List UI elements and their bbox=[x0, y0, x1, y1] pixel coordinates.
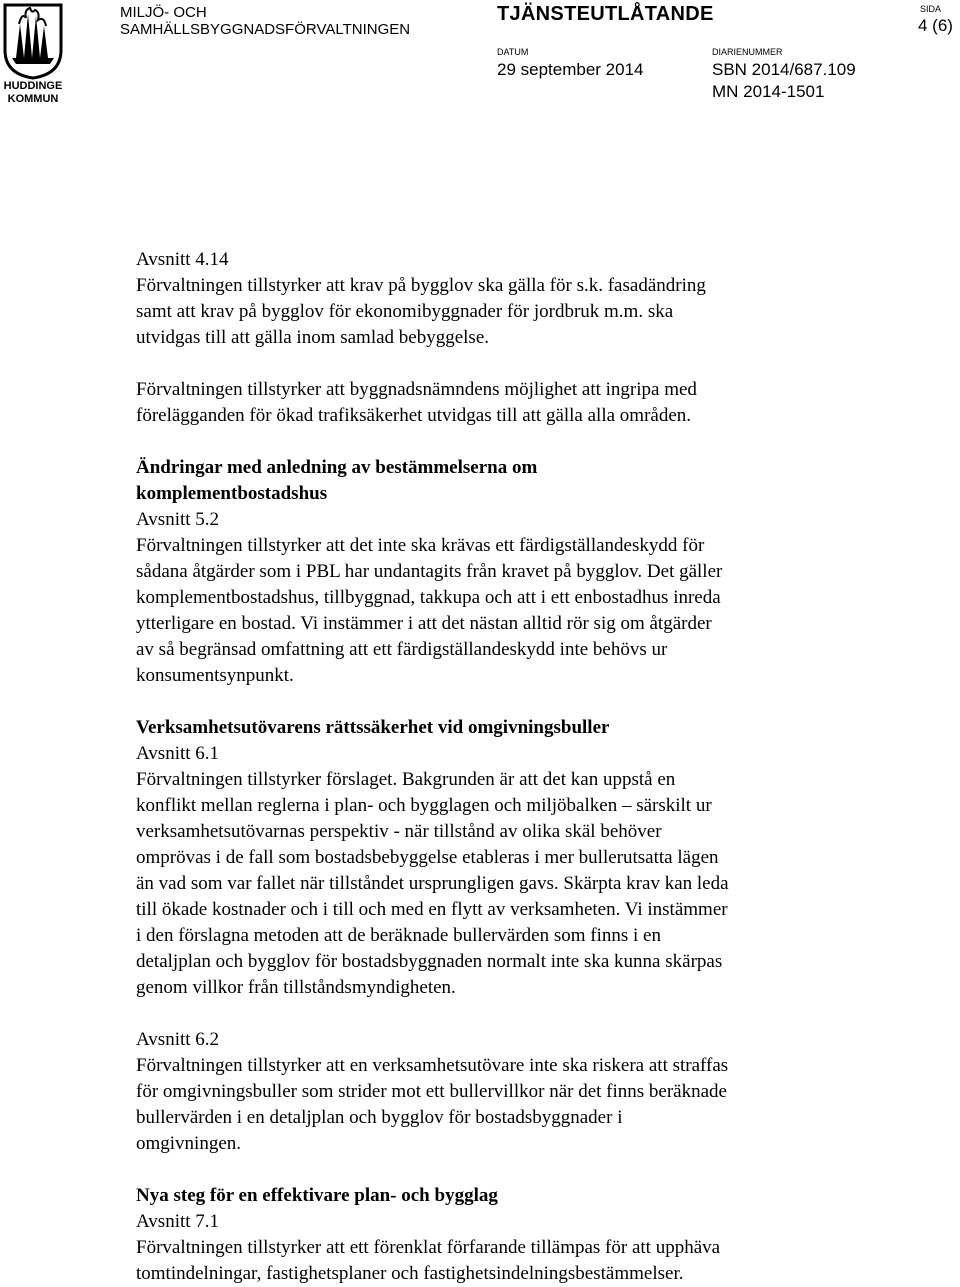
section-title: Avsnitt 5.2 bbox=[136, 509, 220, 530]
text-line: tomtindelningar, fastighetsplaner och fastighetsindelningsbestämmelser. bbox=[136, 1263, 684, 1284]
document-type: TJÄNSTEUTLÅTANDE bbox=[497, 3, 714, 25]
text-line: ytterligare en bostad. Vi instämmer i att det nästan alltid rör sig om åtgärder bbox=[136, 613, 712, 634]
document-body bbox=[136, 247, 926, 1287]
text-line: sådana åtgärder som i PBL har undantagits från kravet på bygglov. Det gäller bbox=[136, 561, 723, 582]
huddinge-logo bbox=[0, 0, 66, 108]
department-line-1: MILJÖ- OCH bbox=[120, 4, 207, 21]
text-line: genom villkor från tillståndsmyndigheten. bbox=[136, 977, 456, 998]
section-heading: komplementbostadshus bbox=[136, 483, 328, 504]
section-title: Avsnitt 6.1 bbox=[136, 743, 220, 764]
text-line: än vad som var fallet när tillståndet ursprungligen gavs. Skärpta krav kan leda bbox=[136, 873, 729, 894]
date-label: DATUM bbox=[497, 47, 529, 57]
coat-of-arms-icon bbox=[2, 2, 64, 80]
section-heading: Ändringar med anledning av bestämmelserna om bbox=[136, 457, 538, 478]
section-title: Avsnitt 6.2 bbox=[136, 1029, 220, 1050]
section-title: Avsnitt 4.14 bbox=[136, 249, 229, 270]
page-number: 4 (6) bbox=[918, 16, 953, 35]
diary-number-2: MN 2014-1501 bbox=[712, 82, 825, 101]
diary-number-1: SBN 2014/687.109 bbox=[712, 60, 856, 79]
diary-number-label: DIARIENUMMER bbox=[712, 47, 783, 57]
text-line: detaljplan och bygglov för bostadsbyggnaden normalt inte ska kunna skärpas bbox=[136, 951, 723, 972]
text-line: omgivningen. bbox=[136, 1133, 242, 1154]
section-heading: Verksamhetsutövarens rättssäkerhet vid omgivningsbuller bbox=[136, 717, 610, 738]
text-line: i den förslagna metoden att de beräknade bullervärden som finns i en bbox=[136, 925, 661, 946]
text-line: konsumentsynpunkt. bbox=[136, 665, 294, 686]
text-line: konflikt mellan reglerna i plan- och bygglagen och miljöbalken – särskilt ur bbox=[136, 795, 712, 816]
section-title: Avsnitt 7.1 bbox=[136, 1211, 220, 1232]
department-line-2: SAMHÄLLSBYGGNADSFÖRVALTNINGEN bbox=[120, 21, 411, 38]
text-line: samt att krav på bygglov för ekonomibyggnader för jordbruk m.m. ska bbox=[136, 301, 674, 322]
text-line: omprövas i de fall som bostadsbebyggelse etableras i mer bullerutsatta lägen bbox=[136, 847, 719, 868]
text-line: förelägganden för ökad trafiksäkerhet utvidgas till att gälla alla områden. bbox=[136, 405, 692, 426]
text-line: Förvaltningen tillstyrker att det inte ska krävas ett färdigställandeskydd för bbox=[136, 535, 705, 556]
text-line: Förvaltningen tillstyrker att ett förenklat förfarande tillämpas för att upphäva bbox=[136, 1237, 721, 1258]
text-line: för omgivningsbuller som strider mot ett bullervillkor när det finns beräknade bbox=[136, 1081, 727, 1102]
text-line: bullervärden i en detaljplan och bygglov för bostadsbyggnader i bbox=[136, 1107, 623, 1128]
date-value: 29 september 2014 bbox=[497, 60, 644, 79]
section-heading: Nya steg för en effektivare plan- och bygglag bbox=[136, 1185, 498, 1206]
text-line: av så begränsad omfattning att ett färdigställandeskydd inte behövs ur bbox=[136, 639, 668, 660]
logo-text: HUDDINGE KOMMUN bbox=[3, 80, 63, 105]
text-line: utvidgas till att gälla inom samlad bebyggelse. bbox=[136, 327, 490, 348]
text-line: till ökade kostnader och i till och med en flytt av verksamheten. Vi instämmer bbox=[136, 899, 728, 920]
page-label: SIDA bbox=[920, 4, 942, 14]
text-line: Förvaltningen tillstyrker att krav på bygglov ska gälla för s.k. fasadändring bbox=[136, 275, 706, 296]
text-line: komplementbostadshus, tillbyggnad, takkupa och att i ett enbostadhus inreda bbox=[136, 587, 721, 608]
department-name bbox=[120, 4, 410, 38]
text-line: Förvaltningen tillstyrker att en verksamhetsutövare inte ska riskera att straffas bbox=[136, 1055, 729, 1076]
text-line: Förvaltningen tillstyrker förslaget. Bakgrunden är att det kan uppstå en bbox=[136, 769, 676, 790]
text-line: Förvaltningen tillstyrker att byggnadsnämndens möjlighet att ingripa med bbox=[136, 379, 697, 400]
text-line: verksamhetsutövarnas perspektiv - när tillstånd av olika skäl behöver bbox=[136, 821, 662, 842]
